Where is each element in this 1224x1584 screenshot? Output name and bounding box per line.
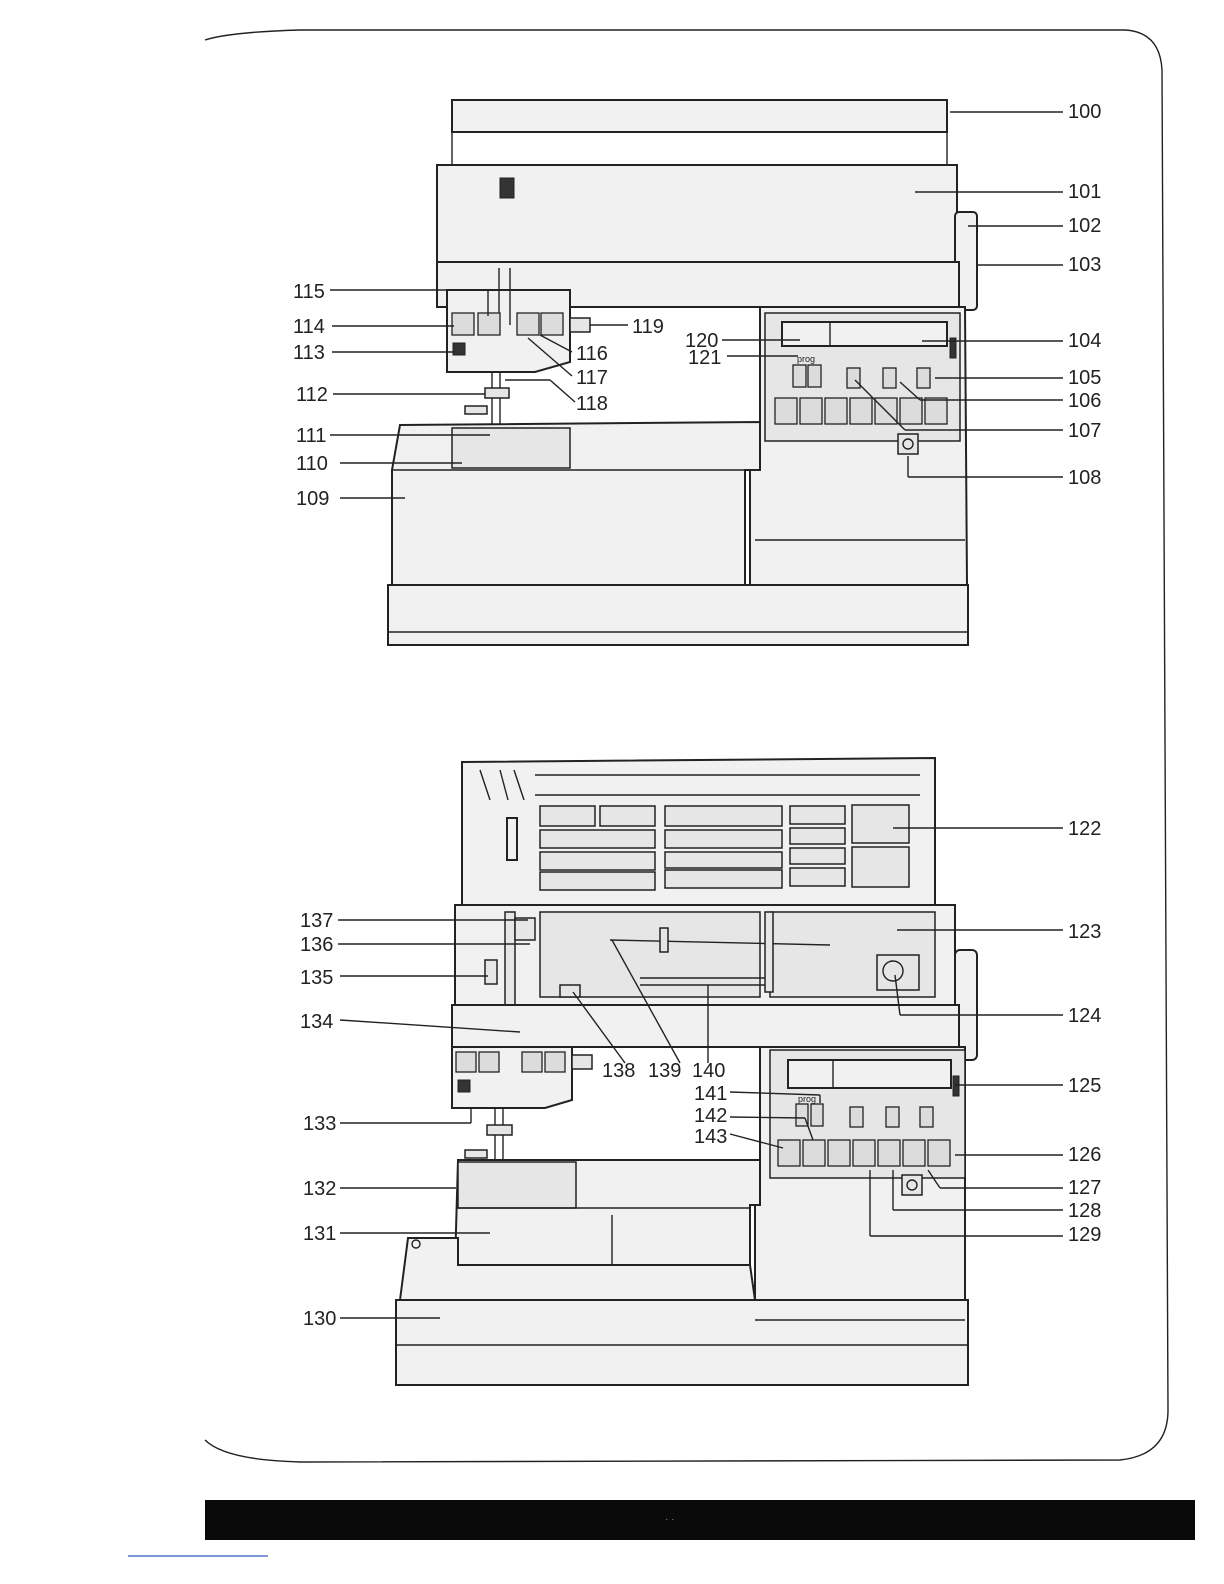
callout-105: 105 <box>1068 367 1102 389</box>
machine-top-view <box>388 100 977 645</box>
callout-110: 110 <box>296 453 328 475</box>
callout-106: 106 <box>1068 390 1102 412</box>
callout-115: 115 <box>293 281 325 303</box>
callout-100: 100 <box>1068 101 1102 123</box>
callout-126: 126 <box>1068 1144 1102 1166</box>
callout-104: 104 <box>1068 330 1102 352</box>
carrying-handle <box>452 100 947 132</box>
callout-132: 132 <box>303 1178 337 1200</box>
callout-142: 142 <box>694 1105 728 1127</box>
machine-arm-bottom <box>452 1005 959 1047</box>
machine-open-lid-view <box>396 758 977 1385</box>
callout-107: 107 <box>1068 420 1102 442</box>
callout-101: 101 <box>1068 181 1102 203</box>
display-window <box>782 322 947 346</box>
footer-bar-marks: · · <box>665 1514 675 1525</box>
callout-116: 116 <box>576 343 608 365</box>
callout-122: 122 <box>1068 818 1102 840</box>
sewing-bed <box>392 422 760 585</box>
stitch-chart <box>540 805 909 890</box>
machine-base-bottom <box>396 1300 968 1385</box>
callout-140: 140 <box>692 1060 726 1082</box>
callout-102: 102 <box>1068 215 1102 237</box>
callout-143: 143 <box>694 1126 728 1148</box>
callout-111: 111 <box>296 425 327 447</box>
callout-109: 109 <box>296 488 330 510</box>
callout-108: 108 <box>1068 467 1102 489</box>
power-switch-bottom <box>902 1175 922 1195</box>
callout-124: 124 <box>1068 1005 1102 1027</box>
callout-113: 113 <box>293 342 325 364</box>
callout-134: 134 <box>300 1011 334 1033</box>
callout-121: 121 <box>688 347 722 369</box>
top-cover <box>437 165 957 262</box>
callout-103: 103 <box>1068 254 1102 276</box>
callout-112: 112 <box>296 384 328 406</box>
callout-117: 117 <box>576 367 608 389</box>
callout-120: 120 <box>685 330 719 352</box>
panel-prog-label: prog <box>797 354 816 364</box>
callout-119: 119 <box>632 316 664 338</box>
panel-prog-label-bottom: prog <box>798 1094 817 1104</box>
needle-plate-bottom <box>458 1162 576 1208</box>
top-cover-latch <box>500 178 514 198</box>
callout-139: 139 <box>648 1060 682 1082</box>
callout-138: 138 <box>602 1060 636 1082</box>
callout-137: 137 <box>300 910 334 932</box>
callout-128: 128 <box>1068 1200 1102 1222</box>
callout-131: 131 <box>303 1223 337 1245</box>
callout-127: 127 <box>1068 1177 1102 1199</box>
stitch-key-row-bottom <box>778 1140 950 1166</box>
callout-114: 114 <box>293 316 325 338</box>
stitch-key-row <box>775 398 947 424</box>
callout-123: 123 <box>1068 921 1102 943</box>
display-window-bottom <box>788 1060 951 1088</box>
machine-base <box>388 585 968 645</box>
callout-129: 129 <box>1068 1224 1102 1246</box>
footer-bar <box>205 1500 1195 1540</box>
callout-133: 133 <box>303 1113 337 1135</box>
callout-136: 136 <box>300 934 334 956</box>
callout-135: 135 <box>300 967 334 989</box>
needle-plate <box>452 428 570 468</box>
callout-141: 141 <box>694 1083 728 1105</box>
power-switch <box>898 434 918 454</box>
callout-118: 118 <box>576 393 608 415</box>
callout-125: 125 <box>1068 1075 1102 1097</box>
callout-130: 130 <box>303 1308 337 1330</box>
